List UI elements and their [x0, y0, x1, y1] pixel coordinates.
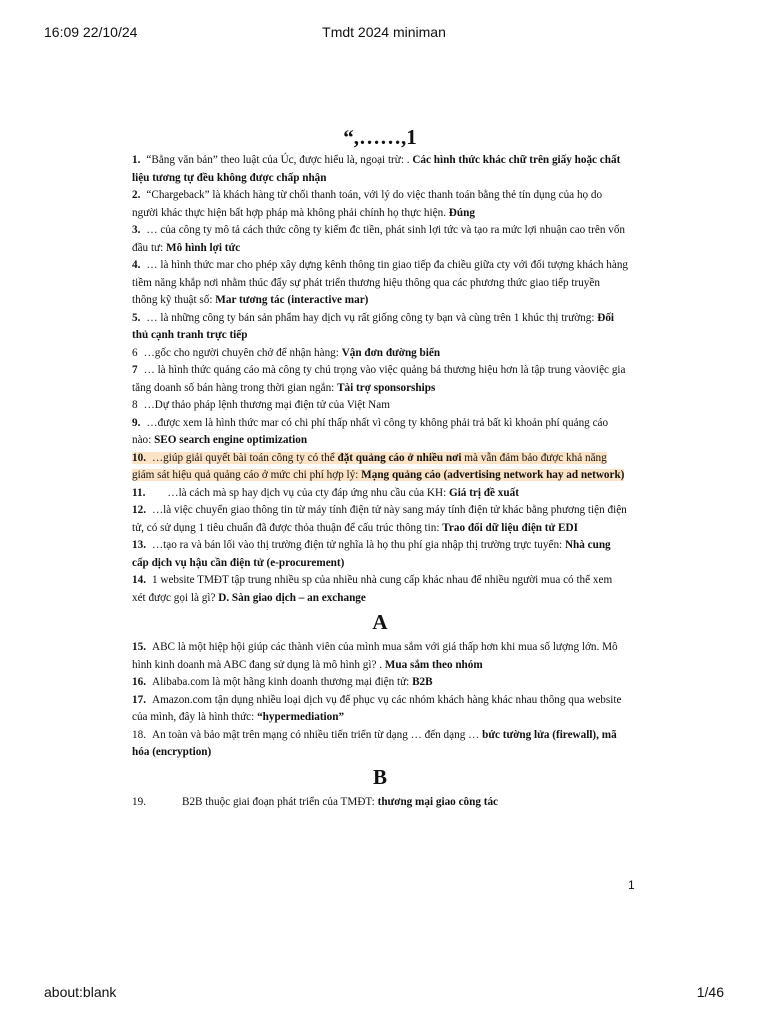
question-number: 15.: [132, 641, 146, 653]
question-number: 8: [132, 399, 138, 411]
question-item: [132, 674, 628, 692]
question-text: 1 website TMĐT tập trung nhiều sp của nhiều nhà cung cấp khác nhau để nhiều người mua có thể xem xét được gọi là gì?: [132, 574, 613, 604]
print-footer: [44, 984, 724, 1004]
question-number: 19.: [132, 795, 146, 808]
question-item: [132, 362, 628, 397]
question-text: …giúp giải quyết bài toán công ty có thể: [151, 451, 338, 464]
question-text: Amazon.com tận dụng nhiều loại dịch vụ để phục vụ các nhóm khách hàng khác nhau thông qua website của mình, đây là hình thức:: [132, 693, 622, 723]
page-counter: 1/46: [696, 984, 724, 1000]
question-item: [132, 727, 628, 762]
question-number: 5.: [132, 311, 141, 324]
question-item: [132, 152, 628, 187]
question-item: [132, 572, 628, 607]
question-text: B2B thuộc giai đoạn phát triển của TMĐT:: [181, 795, 378, 808]
question-number: 2.: [132, 189, 141, 201]
question-number: 6: [132, 346, 138, 359]
section-heading: “,……,1: [343, 125, 417, 149]
question-answer: “hypermediation”: [257, 711, 345, 723]
question-answer: Mô hình lợi tức: [166, 241, 241, 254]
question-text: ABC là một hiệp hội giúp các thành viên của mình mua sắm với giá thấp hơn khi mua số lượng lớn. Mô hình kinh doanh mà ABC đang sử dụng là mô hình gì? .: [132, 641, 618, 671]
question-text: …gốc cho người chuyên chở để nhận hàng:: [143, 346, 342, 359]
question-answer: SEO search engine optimization: [154, 434, 308, 446]
question-answer: bức tường lửa (firewall), mã hóa (encryption): [132, 728, 617, 758]
question-answer: Giá trị đề xuất: [449, 486, 519, 499]
question-number: 17.: [132, 693, 146, 706]
question-item: [132, 222, 628, 257]
question-answer: Mua sắm theo nhóm: [384, 658, 483, 671]
question-answer: Trao đổi dữ liệu điện tử EDI: [442, 521, 578, 534]
page-url: about:blank: [44, 984, 117, 1000]
question-answer: Mar tương tác (interactive mar): [215, 294, 369, 306]
question-item: [132, 397, 628, 415]
question-number: 1.: [132, 154, 141, 166]
question-number: 18.: [132, 728, 146, 741]
question-answer: Nhà cung cấp dịch vụ hậu cần điện tử (e-procurement): [132, 539, 611, 569]
question-answer: Mạng quảng cáo (advertising network hay ad network): [361, 469, 625, 481]
question-text: … là những công ty bán sản phẩm hay dịch vụ rất giống công ty bạn và cùng trên 1 khúc thị trường:: [146, 311, 598, 324]
question-number: 11.: [132, 486, 146, 499]
question-answer: D. Sàn giao dịch – an exchange: [218, 591, 366, 604]
page-number: 1: [628, 878, 635, 892]
question-answer: thương mại giao công tác: [377, 795, 499, 808]
question-text: … là hình thức quảng cáo mà công ty chú trọng vào việc quảng bá thương hiệu hơn là tập trung vàoviệc gia tăng doanh số bán hàng trong thời gian ngắn:: [132, 364, 626, 394]
question-answer: Vận đơn đường biển: [341, 346, 441, 359]
question-number: 14.: [132, 574, 146, 586]
question-number: 7: [132, 364, 138, 376]
question-item: [132, 257, 628, 310]
question-text: “Bằng văn bản” theo luật của Úc, được hiểu là, ngoại trừ: .: [146, 154, 413, 166]
section-heading: B: [372, 764, 387, 789]
question-number: 3.: [132, 224, 141, 236]
document-title: Tmdt 2024 miniman: [322, 24, 446, 40]
question-item: [132, 502, 628, 537]
question-number: 12.: [132, 504, 146, 516]
question-text: …là cách mà sp hay dịch vụ của cty đáp ứng nhu cầu của KH:: [167, 486, 449, 499]
question-text: mà vẫn đảm bảo được khả năng giám sát hiệu quả quảng cáo ở mức chi phí hợp lý:: [132, 451, 607, 481]
question-answer: Đúng: [448, 206, 475, 219]
document-body: [132, 124, 628, 811]
question-text: … của công ty mô tả cách thức công ty kiếm đc tiền, phát sinh lợi tức và tạo ra mức lợi nhuận cao trên vốn đầu tư:: [132, 224, 626, 254]
question-text: “Chargeback” là khách hàng từ chối thanh toán, với lý do việc thanh toán bằng thẻ tín dụng của họ do người khác thực hiện bất hợp pháp mà không phải chính họ thực hiện.: [132, 189, 603, 219]
question-item: [132, 692, 628, 727]
question-number: 13.: [132, 539, 146, 551]
question-number: 4.: [132, 259, 141, 271]
question-text: … là hình thức mar cho phép xây dựng kênh thông tin giao tiếp đa chiều giữa cty với đối tượng khách hàng tiềm năng khắp nơi nhằm thúc đẩy sự phát triển thương hiệu thông qua các phương thức giao tiếp truyền thông kỹ thuật số:: [132, 259, 629, 306]
question-item: [132, 794, 628, 812]
question-text: An toàn và bảo mật trên mạng có nhiều tiến triển từ dạng … đến dạng …: [151, 728, 483, 741]
question-emphasis: đặt quảng cáo ở nhiều nơi: [337, 451, 462, 464]
question-item: [132, 310, 628, 345]
question-item: [132, 187, 628, 222]
question-answer: Đối thủ cạnh tranh trực tiếp: [132, 311, 615, 341]
question-text: …tạo ra và bán lối vào thị trường điện tử nghĩa là họ thu phí gia nhập thị trường trực tuyến:: [151, 539, 565, 551]
question-item: [132, 537, 628, 572]
section-heading: A: [372, 610, 388, 634]
question-answer: Các hình thức khác chữ trên giấy hoặc chất liệu tương tự đều không được chấp nhận: [132, 154, 621, 184]
question-answer: Tài trợ sponsorships: [337, 381, 436, 394]
question-item: [132, 345, 628, 363]
question-answer: B2B: [412, 676, 433, 688]
question-item: [132, 639, 628, 674]
question-text: Alibaba.com là một hãng kinh doanh thương mại điện tử:: [151, 676, 413, 688]
question-number: 16.: [132, 676, 146, 688]
question-item: [132, 485, 628, 503]
question-text: …là việc chuyển giao thông tin từ máy tính điện tử này sang máy tính điện tử khác bằng phương tiện điện tử, có sử dụng 1 tiêu chuẩn đã được thỏa thuận để cấu trúc thông tin:: [132, 504, 627, 534]
question-number: 9.: [132, 416, 141, 429]
question-text: …được xem là hình thức mar có chi phí thấp nhất vì công ty không phải trả bất kì khoản phí quảng cáo nào:: [132, 416, 609, 446]
print-header: [44, 24, 724, 44]
question-item: [132, 415, 628, 450]
question-item-highlighted: [132, 450, 628, 485]
question-number: 10.: [132, 451, 146, 464]
print-datetime: 16:09 22/10/24: [44, 24, 138, 40]
question-text: …Dự thảo pháp lệnh thương mại điện tử của Việt Nam: [143, 399, 390, 411]
